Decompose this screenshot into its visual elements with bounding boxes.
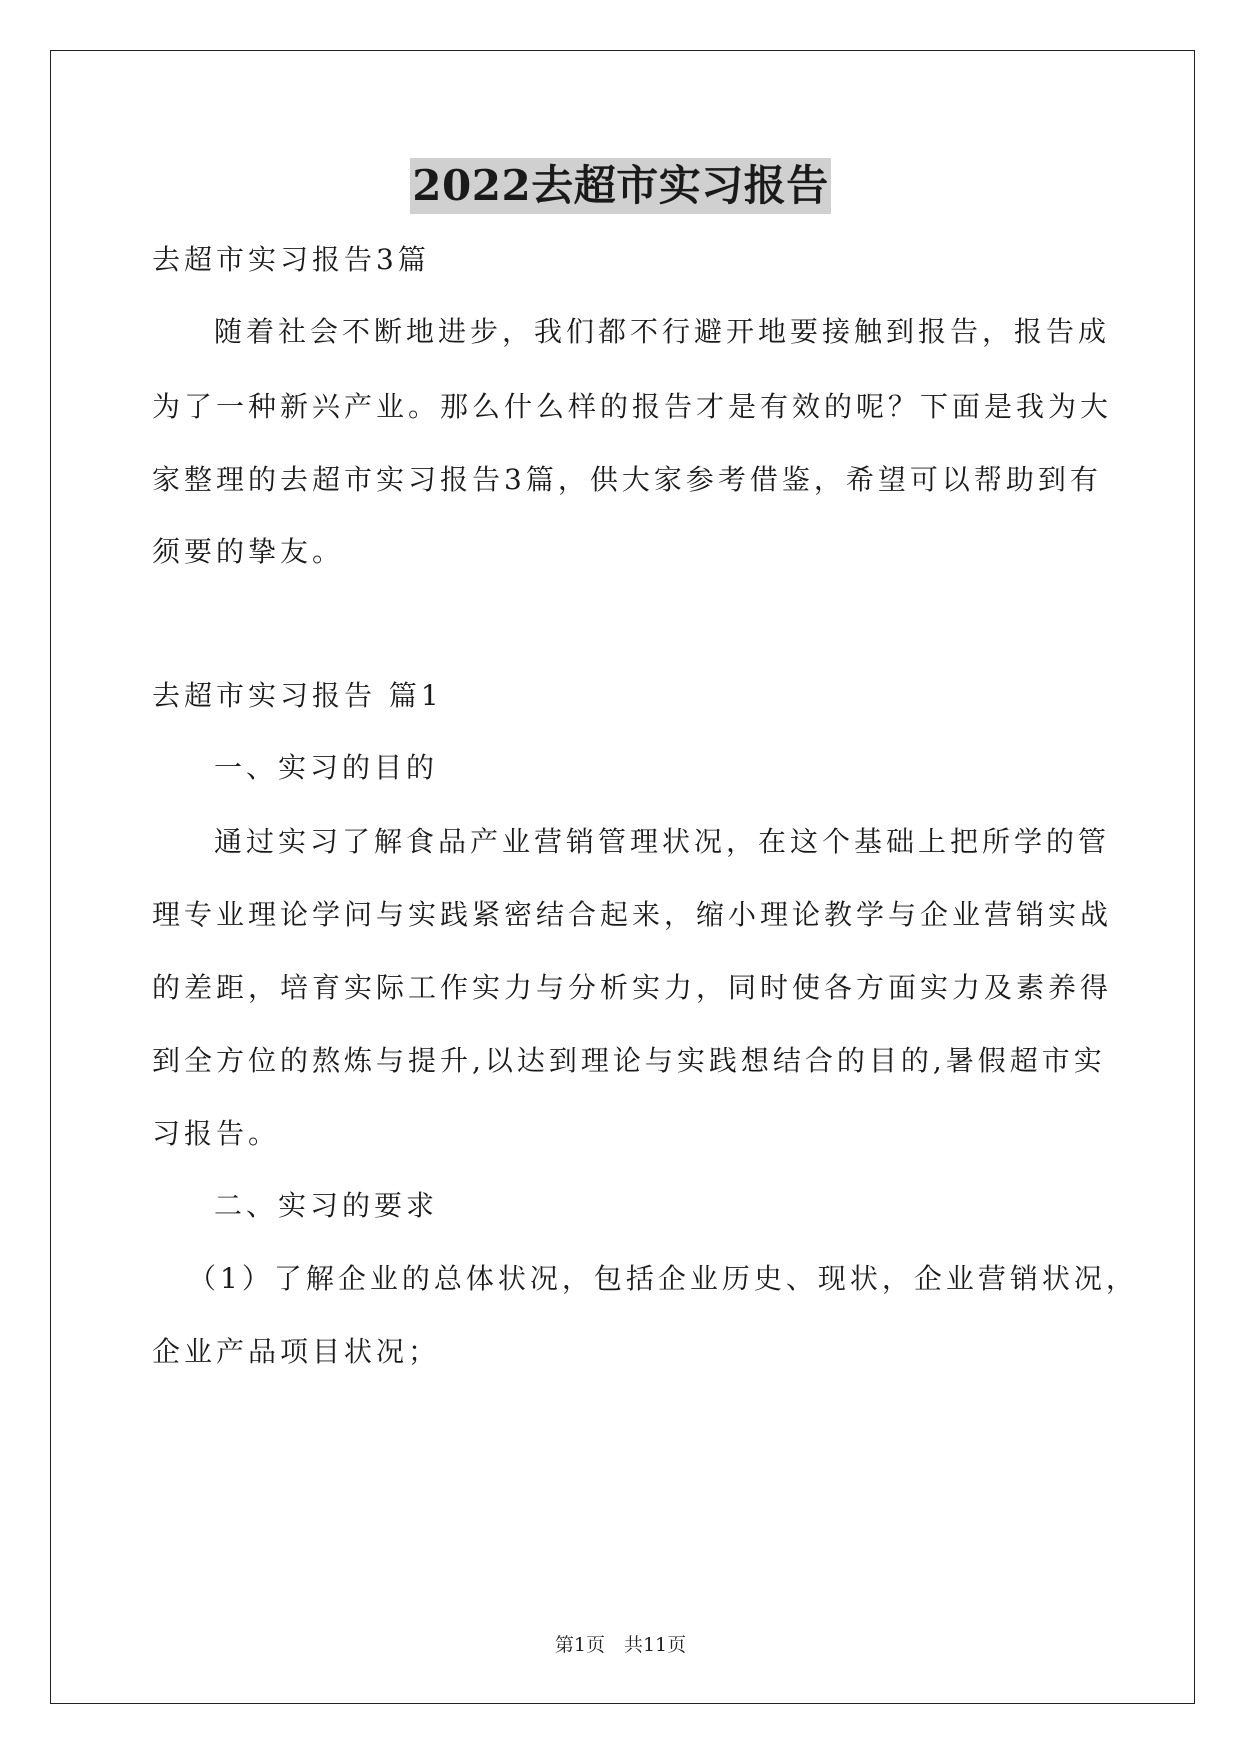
purpose-line-5: 习报告。 xyxy=(152,1117,281,1150)
heading-requirements: 二、实习的要求 xyxy=(214,1189,439,1222)
purpose-line-1: 通过实习了解食品产业营销管理状况，在这个基础上把所学的管 xyxy=(214,825,1111,858)
document-subtitle: 去超市实习报告3篇 xyxy=(152,243,430,276)
intro-line-1: 随着社会不断地进步，我们都不行避开地要接触到报告，报告成 xyxy=(214,315,1111,348)
purpose-line-2: 理专业理论学问与实践紧密结合起来，缩小理论教学与企业营销实战 xyxy=(152,898,1113,931)
heading-purpose: 一、实习的目的 xyxy=(214,751,439,784)
document-title: 2022去超市实习报告 xyxy=(410,158,830,214)
purpose-line-3: 的差距，培育实际工作实力与分析实力，同时使各方面实力及素养得 xyxy=(152,971,1113,1004)
requirement-line-2: 企业产品项目状况； xyxy=(152,1335,441,1368)
title-container xyxy=(0,158,1241,214)
requirement-line-1: （1）了解企业的总体状况，包括企业历史、现状，企业营销状况， xyxy=(188,1262,1138,1295)
intro-line-3: 家整理的去超市实习报告3篇，供大家参考借鉴，希望可以帮助到有 xyxy=(152,463,1102,496)
page-border xyxy=(50,50,1195,1704)
intro-line-4: 须要的挚友。 xyxy=(152,535,345,568)
purpose-line-4: 到全方位的熬炼与提升,以达到理论与实践想结合的目的,暑假超市实 xyxy=(152,1044,1106,1077)
section-title: 去超市实习报告 篇1 xyxy=(152,679,443,712)
page-footer xyxy=(0,1630,1241,1657)
page-number-label: 第1页 共11页 xyxy=(554,1634,687,1656)
intro-line-2: 为了一种新兴产业。那么什么样的报告才是有效的呢？下面是我为大 xyxy=(152,390,1113,423)
